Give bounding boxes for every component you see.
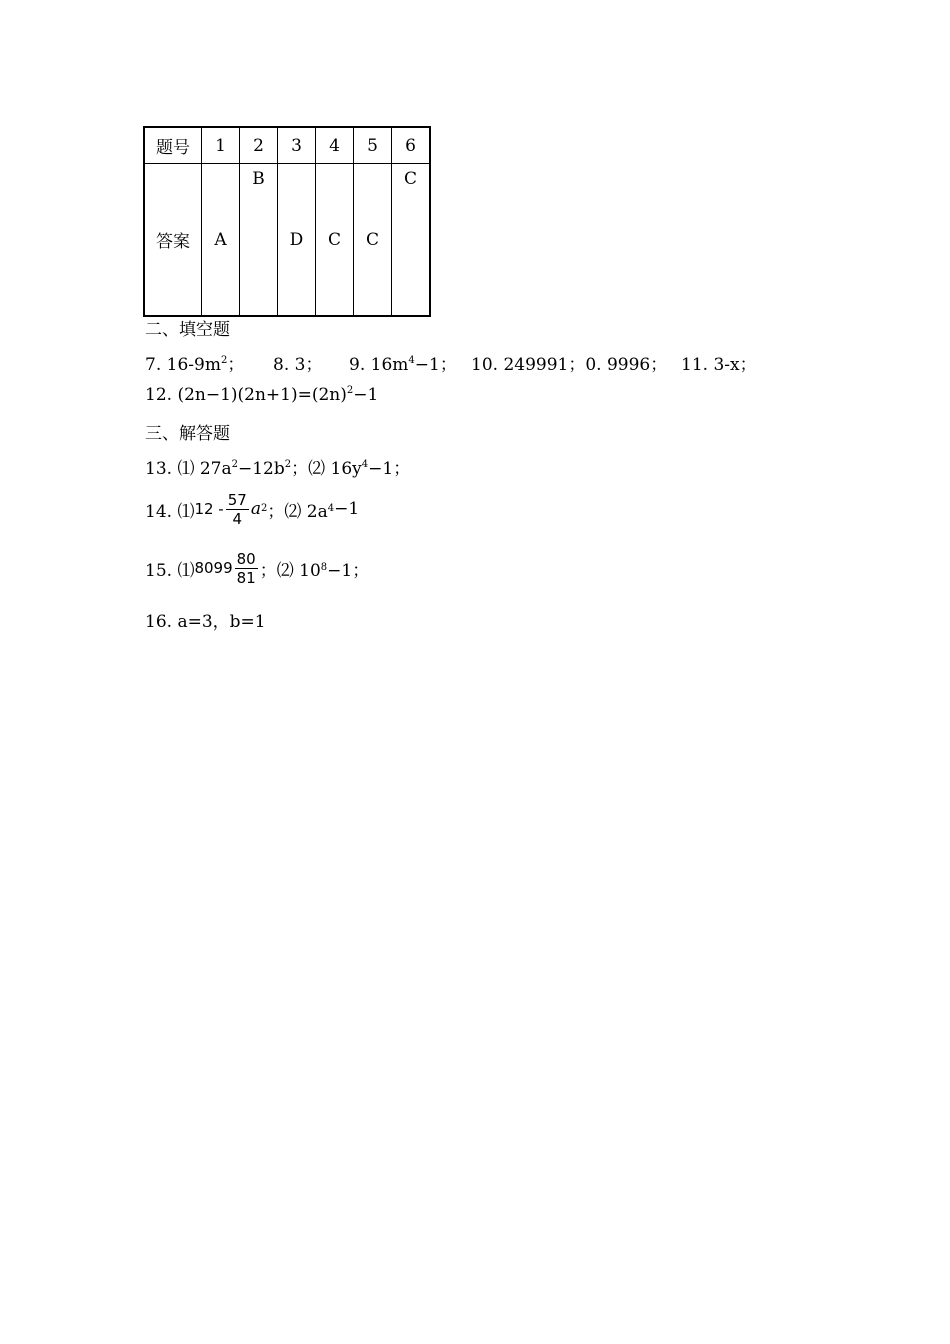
answer-cell: C bbox=[392, 164, 431, 317]
answer-q14: 14. ⑴ 12 - $\frac{57}{4}$ a 2 ；⑵ 2a 4 −1 bbox=[145, 490, 360, 528]
table-header-row bbox=[144, 127, 430, 164]
answer-label: 答案 bbox=[144, 164, 202, 317]
answer-cell: B bbox=[240, 164, 278, 317]
answer-q12: 12. $(2n-1)(2n+1)=(2n)^2-1$ bbox=[145, 385, 379, 405]
question-number: 5 bbox=[354, 127, 392, 164]
question-number: 1 bbox=[202, 127, 240, 164]
section3-title: 三、解答题 bbox=[145, 424, 230, 444]
answer-q13: 13. ⑴ $27a^2-12b^2$；⑵ $16y^4-1$； bbox=[145, 459, 411, 479]
question-number: 3 bbox=[278, 127, 316, 164]
answer-cell: D bbox=[278, 164, 316, 317]
q14-fraction: $\frac{57}{4}$ bbox=[227, 490, 247, 528]
section2-title: 二、填空题 bbox=[145, 320, 230, 340]
q14-integer: 12 - bbox=[194, 500, 224, 518]
answer-q8: 8. 3； bbox=[273, 355, 323, 375]
fill-answers-line bbox=[145, 350, 845, 375]
question-number: 6 bbox=[392, 127, 431, 164]
answer-q11: 11. 3-x； bbox=[681, 355, 757, 375]
answer-cell: A bbox=[202, 164, 240, 317]
header-label: 题号 bbox=[144, 127, 202, 164]
answer-cell: C bbox=[316, 164, 354, 317]
answer-q10: 10. 249991；0. 9996； bbox=[471, 355, 668, 375]
question-number: 2 bbox=[240, 127, 278, 164]
answer-q16: 16. a=3，b=1 bbox=[145, 612, 266, 632]
table-answer-row bbox=[144, 164, 430, 317]
question-number: 4 bbox=[316, 127, 354, 164]
answer-q15: 15. ⑴ 8099 $\frac{80}{81}$ ；⑵ 10 8 −1； bbox=[145, 549, 370, 587]
q15-fraction: $\frac{80}{81}$ bbox=[236, 549, 256, 587]
answer-table bbox=[143, 126, 431, 317]
q15-integer: 8099 bbox=[194, 559, 233, 577]
answer-q7: 7. $16-9m^2$； bbox=[145, 355, 245, 375]
answer-q9: 9. $16m^4-1$； bbox=[349, 355, 457, 375]
answer-cell: C bbox=[354, 164, 392, 317]
